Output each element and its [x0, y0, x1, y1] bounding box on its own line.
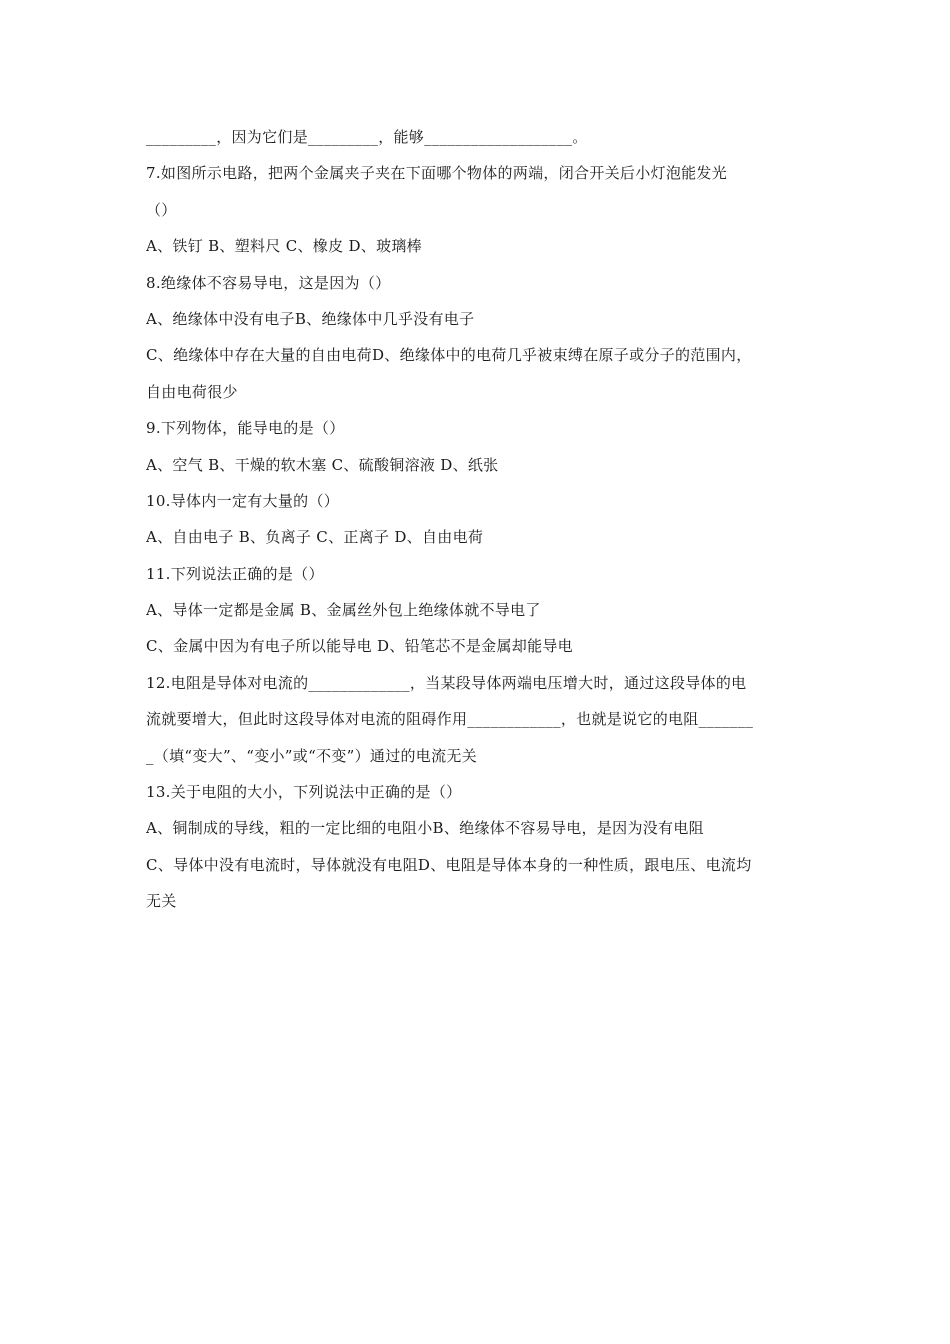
options-line: C、金属中因为有电子所以能导电 D、铅笔芯不是金属却能导电	[146, 637, 573, 656]
question-9: 9.下列物体，能导电的是（）	[146, 419, 345, 438]
text-line: _________，因为它们是_________，能够___________________。	[146, 128, 588, 146]
document-body	[146, 124, 811, 925]
text-line: 流就要增大，但此时这段导体对电流的阻碍作用____________，也就是说它的电阻_______	[146, 710, 754, 729]
options-line: A、铜制成的导线，粗的一定比细的电阻小B、绝缘体不容易导电，是因为没有电阻	[146, 819, 704, 838]
question-8: 8.绝缘体不容易导电，这是因为（）	[146, 273, 391, 292]
options-line: A、铁钉 B、塑料尺 C、橡皮 D、玻璃棒	[146, 237, 422, 256]
question-10: 10.导体内一定有大量的（）	[146, 491, 340, 510]
question-13: 13.关于电阻的大小，下列说法中正确的是（）	[146, 783, 462, 802]
text-line: 无关	[146, 892, 177, 911]
options-line: C、导体中没有电流时，导体就没有电阻D、电阻是导体本身的一种性质，跟电压、电流均	[146, 855, 752, 874]
question-7: 7.如图所示电路，把两个金属夹子夹在下面哪个物体的两端，闭合开关后小灯泡能发光	[146, 164, 728, 183]
text-line: _（填“变大”、“变小”或“不变”）通过的电流无关	[146, 746, 478, 765]
options-line: A、空气 B、干燥的软木塞 C、硫酸铜溶液 D、纸张	[146, 455, 499, 474]
options-line: A、自由电子 B、负离子 C、正离子 D、自由电荷	[146, 528, 484, 547]
text-line: 自由电荷很少	[146, 382, 238, 401]
options-line: C、绝缘体中存在大量的自由电荷D、绝缘体中的电荷几乎被束缚在原子或分子的范围内，	[146, 346, 752, 365]
question-11: 11.下列说法正确的是（）	[146, 564, 324, 583]
options-line: A、导体一定都是金属 B、金属丝外包上绝缘体就不导电了	[146, 601, 541, 620]
options-line: A、绝缘体中没有电子B、绝缘体中几乎没有电子	[146, 309, 475, 328]
question-12: 12.电阻是导体对电流的_____________，当某段导体两端电压增大时，通过这段导体的电	[146, 673, 747, 692]
text-line: （）	[146, 200, 177, 219]
